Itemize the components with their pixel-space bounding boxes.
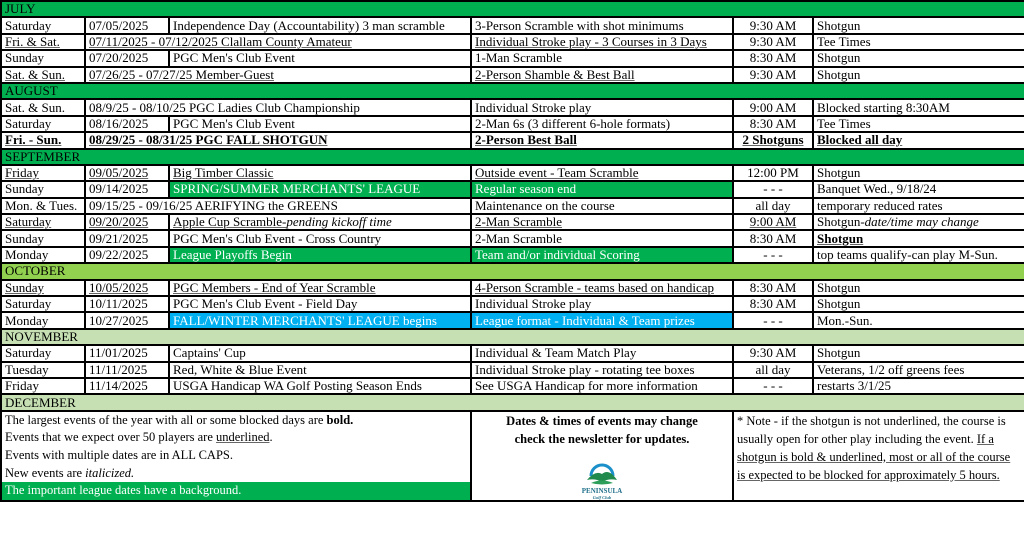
format-cell <box>471 50 733 66</box>
notes-text: Veterans, 1/2 off greens fees <box>817 361 965 377</box>
notes-text: top teams qualify-can play M-Sun. <box>817 247 998 263</box>
day-cell <box>1 280 85 296</box>
event-cell <box>169 116 471 132</box>
format-text: 1-Man Scramble <box>475 50 563 66</box>
notes-cell <box>813 198 1024 214</box>
notes-cell <box>813 165 1024 181</box>
event-italic-text: pending kickoff time <box>286 214 392 230</box>
time-cell <box>733 198 813 214</box>
month-header-september <box>1 149 1024 165</box>
format-text: 4-Person Scramble - teams based on handicap <box>475 279 714 295</box>
notes-text: Shotgun <box>817 345 861 361</box>
date-text: 08/16/2025 <box>89 115 149 131</box>
format-text: 3-Person Scramble with shot minimums <box>475 17 684 33</box>
notes-italic-text: date/time may change <box>864 214 979 230</box>
time-text: 2 Shotguns <box>742 132 804 148</box>
notes-cell <box>813 230 1024 246</box>
month-label: SEPTEMBER <box>1 149 1024 165</box>
date-text: 11/01/2025 <box>89 345 148 361</box>
time-cell <box>733 67 813 83</box>
merged-cell <box>85 198 471 214</box>
time-cell <box>733 362 813 378</box>
format-cell <box>471 99 733 115</box>
time-text: 9:00 AM <box>749 99 797 115</box>
event-row <box>1 17 1024 33</box>
format-text: Maintenance on the course <box>475 197 615 213</box>
date-text: 10/05/2025 <box>89 279 149 295</box>
date-cell <box>85 378 169 394</box>
time-text: 9:00 AM <box>749 214 797 230</box>
legend-underline: Events that we expect over 50 players are underlined. <box>5 430 273 445</box>
legend-caps: Events with multiple dates are in ALL CAPS. <box>5 447 233 462</box>
day-text: Mon. & Tues. <box>5 197 78 213</box>
date-cell <box>85 116 169 132</box>
legend-background: The important league dates have a background. <box>2 482 470 500</box>
event-cell <box>169 362 471 378</box>
day-text: Sunday <box>5 279 44 295</box>
date-cell <box>85 296 169 312</box>
notes-text: Mon.-Sun. <box>817 312 873 328</box>
event-row <box>1 345 1024 361</box>
day-cell <box>1 165 85 181</box>
month-label: NOVEMBER <box>1 329 1024 345</box>
merged-cell <box>85 34 471 50</box>
time-text: 8:30 AM <box>749 230 797 246</box>
format-text: Individual Stroke play - rotating tee boxes <box>475 361 695 377</box>
day-text: Friday <box>5 165 39 181</box>
month-header-december <box>1 394 1024 410</box>
date-cell <box>85 345 169 361</box>
day-text: Sunday <box>5 230 44 246</box>
event-row <box>1 181 1024 197</box>
format-text: See USGA Handicap for more information <box>475 378 698 394</box>
time-cell <box>733 132 813 148</box>
date-cell <box>85 165 169 181</box>
time-cell <box>733 99 813 115</box>
time-cell <box>733 247 813 263</box>
event-row <box>1 214 1024 230</box>
month-header-august <box>1 83 1024 99</box>
event-row <box>1 34 1024 50</box>
event-text: FALL/WINTER MERCHANTS' LEAGUE begins <box>173 312 437 328</box>
format-cell <box>471 230 733 246</box>
notes-text: Tee Times <box>817 115 871 131</box>
time-text: - - - <box>763 312 783 328</box>
merged-text: 07/11/2025 - 07/12/2025 Clallam County Amateur <box>89 33 352 49</box>
time-text: all day <box>755 361 791 377</box>
format-cell <box>471 165 733 181</box>
event-text: PGC Men's Club Event <box>173 115 295 131</box>
event-row <box>1 50 1024 66</box>
merged-text: 09/15/25 - 09/16/25 AERIFYING the GREENS <box>89 197 338 213</box>
date-cell <box>85 280 169 296</box>
date-cell <box>85 230 169 246</box>
day-cell <box>1 362 85 378</box>
event-row <box>1 198 1024 214</box>
format-cell <box>471 214 733 230</box>
day-cell <box>1 345 85 361</box>
notes-cell <box>813 345 1024 361</box>
format-cell <box>471 67 733 83</box>
event-text: PGC Men's Club Event - Cross Country <box>173 230 382 246</box>
event-cell <box>169 247 471 263</box>
notes-cell <box>813 312 1024 328</box>
notice-line-2: check the newsletter for updates. <box>514 431 690 446</box>
date-text: 07/05/2025 <box>89 17 149 33</box>
event-row <box>1 280 1024 296</box>
day-text: Tuesday <box>5 361 49 377</box>
peninsula-golf-club-logo <box>577 456 627 500</box>
time-text: 9:30 AM <box>749 17 797 33</box>
notes-text: Blocked starting 8:30AM <box>817 99 950 115</box>
shotgun-note-cell: * Note - if the shotgun is not underlined, the course is usually open for other play including the event. If a shotgun is bold & underlined, most or all of the course is expected to be blocked for approximately 5 hours. <box>733 411 1024 501</box>
time-cell <box>733 296 813 312</box>
footer-row <box>1 411 1024 501</box>
day-cell <box>1 50 85 66</box>
time-text: - - - <box>763 378 783 394</box>
merged-text: 08/29/25 - 08/31/25 PGC FALL SHOTGUN <box>89 132 328 148</box>
legend-italic: New events are italicized. <box>5 465 135 480</box>
date-text: 07/20/2025 <box>89 50 149 66</box>
event-text: USGA Handicap WA Golf Posting Season Ends <box>173 378 422 394</box>
event-cell <box>169 214 471 230</box>
time-cell <box>733 181 813 197</box>
event-text: Red, White & Blue Event <box>173 361 307 377</box>
date-text: 09/21/2025 <box>89 230 149 246</box>
time-cell <box>733 280 813 296</box>
notes-cell <box>813 67 1024 83</box>
event-row <box>1 378 1024 394</box>
day-text: Saturday <box>5 296 52 312</box>
notes-text: Shotgun <box>817 17 861 33</box>
notes-cell <box>813 99 1024 115</box>
time-text: 8:30 AM <box>749 50 797 66</box>
svg-text:PENINSULA: PENINSULA <box>581 486 623 495</box>
date-text: 11/14/2025 <box>89 378 148 394</box>
event-text: Captains' Cup <box>173 345 246 361</box>
notes-text: Shotgun <box>817 230 864 246</box>
format-cell <box>471 116 733 132</box>
date-cell <box>85 214 169 230</box>
day-text: Sunday <box>5 181 44 197</box>
event-text: SPRING/SUMMER MERCHANTS' LEAGUE <box>173 181 421 197</box>
merged-text: 07/26/25 - 07/27/25 Member-Guest <box>89 66 274 82</box>
day-cell <box>1 132 85 148</box>
event-text: PGC Members - End of Year Scramble <box>173 279 376 295</box>
time-text: - - - <box>763 181 783 197</box>
day-text: Sat. & Sun. <box>5 66 65 82</box>
merged-cell <box>85 67 471 83</box>
notes-cell <box>813 181 1024 197</box>
notes-text: Shotgun <box>817 296 861 312</box>
event-cell <box>169 280 471 296</box>
notes-cell <box>813 296 1024 312</box>
day-text: Monday <box>5 312 49 328</box>
day-cell <box>1 247 85 263</box>
legend-cell <box>1 411 471 501</box>
format-text: League format - Individual & Team prizes <box>475 312 695 328</box>
date-cell <box>85 50 169 66</box>
format-cell <box>471 312 733 328</box>
notes-text: Tee Times <box>817 33 871 49</box>
day-text: Fri. - Sun. <box>5 132 62 148</box>
event-text: Apple Cup Scramble- <box>173 214 287 230</box>
day-cell <box>1 67 85 83</box>
format-cell <box>471 247 733 263</box>
merged-cell <box>85 99 471 115</box>
format-text: 2-Man 6s (3 different 6-hole formats) <box>475 115 671 131</box>
time-cell <box>733 345 813 361</box>
event-cell <box>169 345 471 361</box>
format-text: 2-Person Shamble & Best Ball <box>475 66 635 82</box>
notes-cell <box>813 17 1024 33</box>
format-text: Individual Stroke play <box>475 296 592 312</box>
notes-cell <box>813 280 1024 296</box>
event-cell <box>169 312 471 328</box>
format-text: 2-Man Scramble <box>475 214 563 230</box>
notes-text: Shotgun- <box>817 214 865 230</box>
notes-cell <box>813 34 1024 50</box>
format-cell <box>471 17 733 33</box>
day-cell <box>1 181 85 197</box>
notes-text: Shotgun <box>817 50 861 66</box>
format-cell <box>471 34 733 50</box>
day-cell <box>1 17 85 33</box>
event-cell <box>169 296 471 312</box>
day-text: Monday <box>5 247 49 263</box>
date-text: 09/05/2025 <box>89 165 149 181</box>
date-text: 11/11/2025 <box>89 361 148 377</box>
day-text: Saturday <box>5 17 52 33</box>
notes-cell <box>813 362 1024 378</box>
event-cell <box>169 50 471 66</box>
svg-text:Golf Club: Golf Club <box>592 494 612 500</box>
event-text: League Playoffs Begin <box>173 247 292 263</box>
event-row <box>1 99 1024 115</box>
date-cell <box>85 362 169 378</box>
month-header-november <box>1 329 1024 345</box>
merged-cell <box>85 132 471 148</box>
notes-cell <box>813 378 1024 394</box>
legend-bold: The largest events of the year with all or some blocked days are bold. <box>5 412 354 427</box>
format-text: Individual Stroke play - 3 Courses in 3 Days <box>475 33 707 49</box>
time-text: all day <box>755 197 791 213</box>
time-cell <box>733 17 813 33</box>
day-cell <box>1 230 85 246</box>
day-cell <box>1 214 85 230</box>
event-text: Independence Day (Accountability) 3 man scramble <box>173 17 445 33</box>
date-text: 10/11/2025 <box>89 296 148 312</box>
format-cell <box>471 362 733 378</box>
time-cell <box>733 34 813 50</box>
format-cell <box>471 296 733 312</box>
time-cell <box>733 165 813 181</box>
day-cell <box>1 198 85 214</box>
event-cell <box>169 181 471 197</box>
format-text: Team and/or individual Scoring <box>475 247 640 263</box>
date-cell <box>85 312 169 328</box>
event-row <box>1 116 1024 132</box>
event-text: Big Timber Classic <box>173 165 274 181</box>
time-cell <box>733 214 813 230</box>
time-cell <box>733 378 813 394</box>
time-text: 8:30 AM <box>749 279 797 295</box>
month-label: OCTOBER <box>1 263 1024 279</box>
notes-text: Shotgun <box>817 66 861 82</box>
month-header-july <box>1 1 1024 17</box>
date-cell <box>85 247 169 263</box>
day-text: Saturday <box>5 345 52 361</box>
day-cell <box>1 312 85 328</box>
time-cell <box>733 50 813 66</box>
day-text: Sat. & Sun. <box>5 99 65 115</box>
date-text: 09/22/2025 <box>89 247 149 263</box>
month-header-october <box>1 263 1024 279</box>
event-cell <box>169 17 471 33</box>
event-row <box>1 247 1024 263</box>
format-cell <box>471 132 733 148</box>
event-text: PGC Men's Club Event <box>173 50 295 66</box>
format-cell <box>471 181 733 197</box>
event-row <box>1 132 1024 148</box>
time-text: 8:30 AM <box>749 115 797 131</box>
date-text: 09/14/2025 <box>89 181 149 197</box>
merged-text: 08/9/25 - 08/10/25 PGC Ladies Club Championship <box>89 99 360 115</box>
month-label: JULY <box>1 1 1024 17</box>
event-row <box>1 165 1024 181</box>
notice-line-1: Dates & times of events may change <box>506 413 698 428</box>
day-text: Fri. & Sat. <box>5 33 60 49</box>
notes-text: restarts 3/1/25 <box>817 378 892 394</box>
month-label: AUGUST <box>1 83 1024 99</box>
day-cell <box>1 378 85 394</box>
day-text: Friday <box>5 378 39 394</box>
event-row <box>1 230 1024 246</box>
date-cell <box>85 181 169 197</box>
format-text: 2-Person Best Ball <box>475 132 577 148</box>
day-cell <box>1 99 85 115</box>
format-text: Individual & Team Match Play <box>475 345 637 361</box>
notice-cell <box>471 411 733 501</box>
format-cell <box>471 198 733 214</box>
time-text: 9:30 AM <box>749 33 797 49</box>
notes-text: Blocked all day <box>817 132 903 148</box>
notes-text: temporary reduced rates <box>817 197 943 213</box>
format-cell <box>471 345 733 361</box>
day-text: Saturday <box>5 115 52 131</box>
notes-text: Banquet Wed., 9/18/24 <box>817 181 937 197</box>
date-text: 09/20/2025 <box>89 214 149 230</box>
notes-cell <box>813 50 1024 66</box>
notes-cell <box>813 247 1024 263</box>
format-cell <box>471 378 733 394</box>
time-text: 8:30 AM <box>749 296 797 312</box>
notes-cell <box>813 132 1024 148</box>
day-text: Sunday <box>5 50 44 66</box>
event-row <box>1 362 1024 378</box>
format-cell <box>471 280 733 296</box>
event-cell <box>169 165 471 181</box>
event-row <box>1 312 1024 328</box>
time-text: - - - <box>763 247 783 263</box>
time-text: 9:30 AM <box>749 66 797 82</box>
month-label: DECEMBER <box>1 394 1024 410</box>
notes-cell <box>813 214 1024 230</box>
format-text: Regular season end <box>475 181 577 197</box>
event-row <box>1 67 1024 83</box>
event-text: PGC Men's Club Event - Field Day <box>173 296 358 312</box>
format-text: 2-Man Scramble <box>475 230 563 246</box>
time-cell <box>733 230 813 246</box>
time-cell <box>733 116 813 132</box>
date-text: 10/27/2025 <box>89 312 149 328</box>
notes-text: Shotgun <box>817 279 861 295</box>
day-cell <box>1 34 85 50</box>
time-text: 9:30 AM <box>749 345 797 361</box>
format-text: Outside event - Team Scramble <box>475 165 639 181</box>
date-cell <box>85 17 169 33</box>
notes-text: Shotgun <box>817 165 861 181</box>
day-cell <box>1 116 85 132</box>
time-text: 12:00 PM <box>747 165 799 181</box>
day-cell <box>1 296 85 312</box>
time-cell <box>733 312 813 328</box>
notes-cell <box>813 116 1024 132</box>
event-cell <box>169 230 471 246</box>
format-text: Individual Stroke play <box>475 99 592 115</box>
event-row <box>1 296 1024 312</box>
day-text: Saturday <box>5 214 52 230</box>
event-cell <box>169 378 471 394</box>
